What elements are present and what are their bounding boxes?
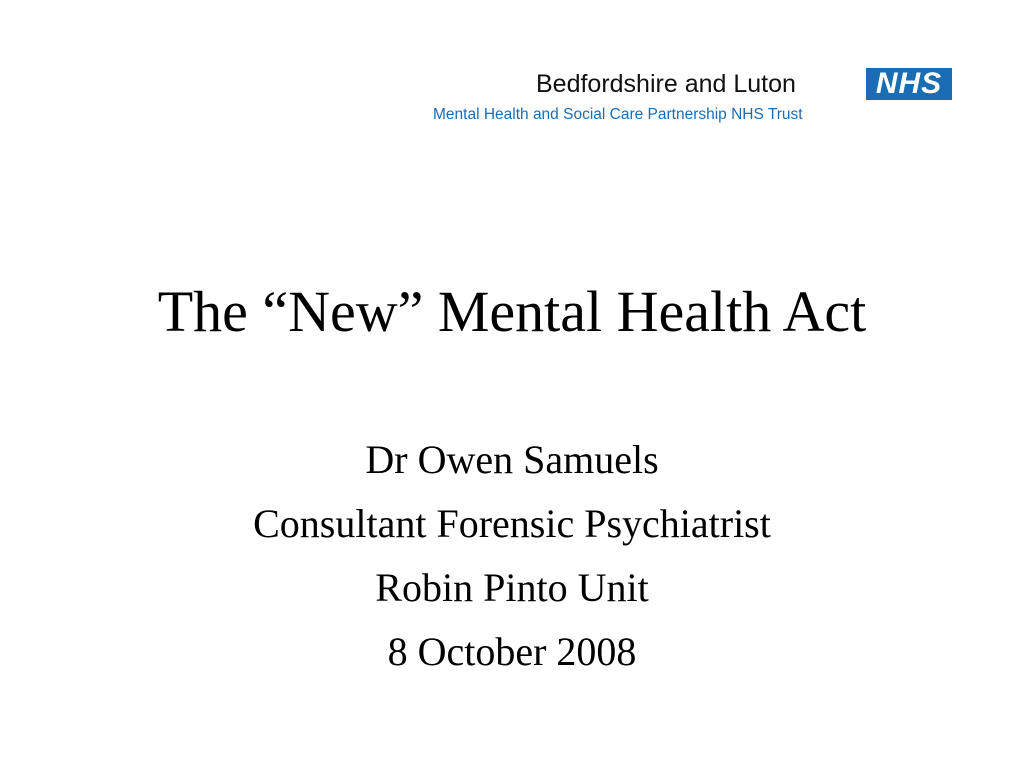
nhs-logo: NHS — [866, 68, 952, 100]
org-subtitle: Mental Health and Social Care Partnership NHS Trust — [433, 106, 803, 123]
presentation-date: 8 October 2008 — [387, 629, 637, 674]
slide-title: The “New” Mental Health Act — [157, 279, 867, 344]
presenter-role: Consultant Forensic Psychiatrist — [253, 501, 771, 546]
org-name: Bedfordshire and Luton — [536, 70, 796, 98]
presenter-name: Dr Owen Samuels — [365, 437, 659, 482]
presenter-unit: Robin Pinto Unit — [375, 565, 649, 610]
